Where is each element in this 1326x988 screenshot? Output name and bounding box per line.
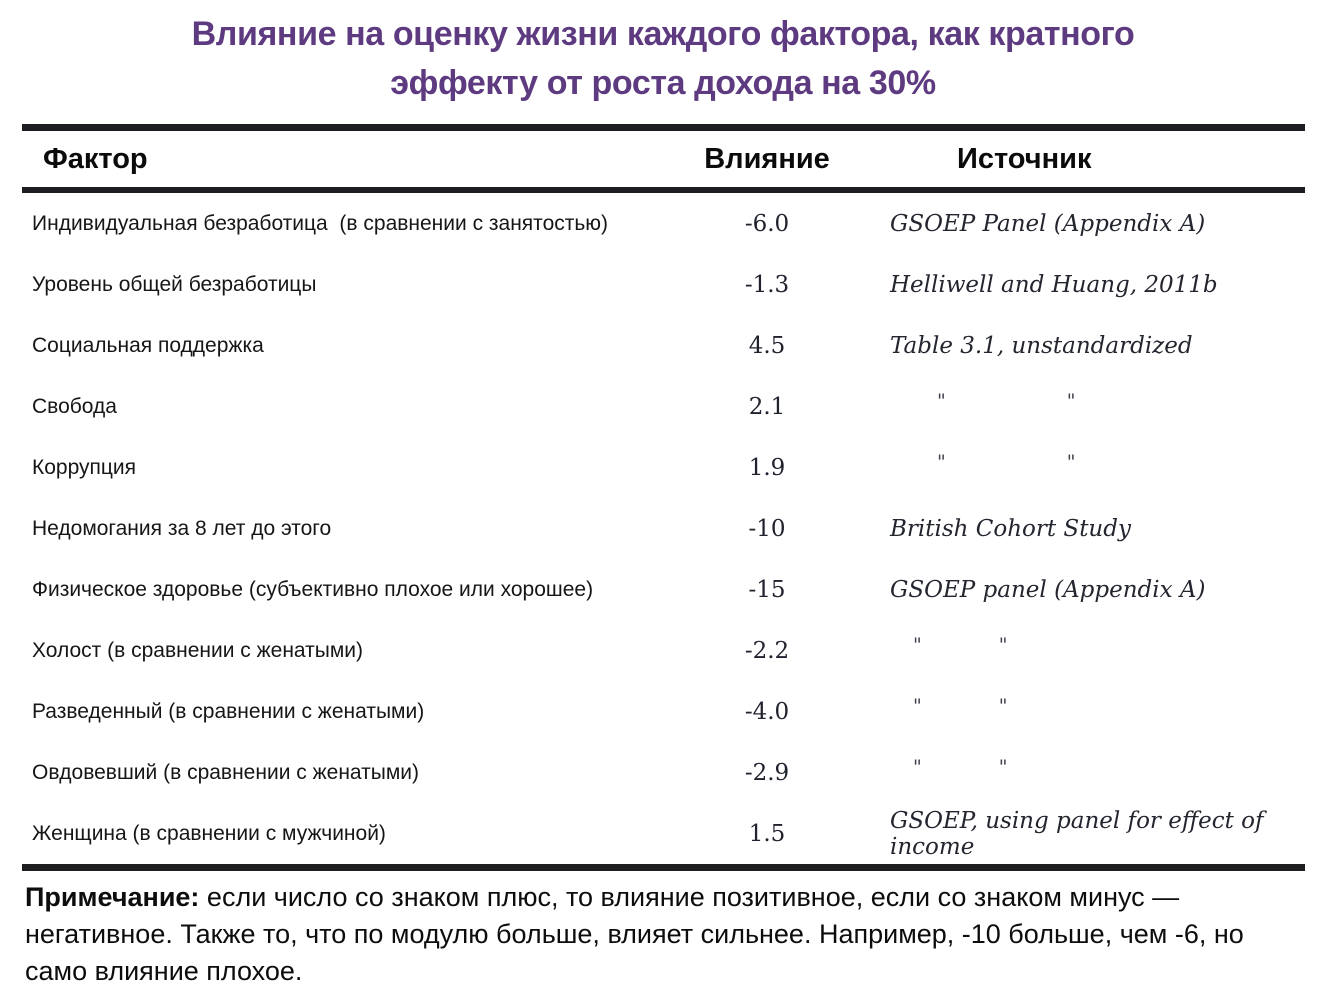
footnote <box>25 879 1286 988</box>
table-row-female <box>22 803 1305 864</box>
source-cell: GSOEP Panel (Appendix A) <box>890 210 1206 237</box>
influence-value: -10 <box>748 515 786 542</box>
table-row-social-support <box>22 315 1305 376</box>
source-cell <box>872 389 1305 420</box>
factor-cell: Женщина (в сравнении с мужчиной) <box>32 821 386 845</box>
table-row-freedom <box>22 376 1305 437</box>
factor-cell: Свобода <box>32 394 117 418</box>
header-factor-label: Фактор <box>43 142 148 175</box>
source-cell <box>872 755 1305 786</box>
footnote-text: если число со знаком плюс, то влияние позитивное, если со знаком минус — негативное. Также то, что по модулю больше, влияет сильнее. Например, -10 больше, чем -6, но само влияние плохое. <box>25 882 1244 986</box>
table-row-corruption <box>22 437 1305 498</box>
factors-table <box>22 124 1305 871</box>
table-row-physical-health <box>22 559 1305 620</box>
influence-value: -2.9 <box>744 759 790 786</box>
footnote-label: Примечание: <box>25 882 200 912</box>
source-cell: GSOEP, using panel for effect of income <box>890 807 1264 860</box>
table-row-ailments <box>22 498 1305 559</box>
table-header-row <box>22 131 1305 187</box>
source-cell: Table 3.1, unstandardized <box>890 332 1193 359</box>
influence-value: 2.1 <box>748 393 786 420</box>
source-cell: GSOEP panel (Appendix A) <box>890 576 1206 603</box>
ditto-mark: " <box>998 694 1008 717</box>
factor-cell: Овдовевший (в сравнении с женатыми) <box>32 760 420 784</box>
influence-value: -4.0 <box>744 698 790 725</box>
ditto-mark: " <box>1066 450 1076 473</box>
influence-value: -1.3 <box>744 271 790 298</box>
page-title-line-1: Влияние на оценку жизни каждого фактора, как кратного <box>191 15 1135 53</box>
source-cell <box>872 450 1305 481</box>
ditto-mark: " <box>913 755 922 778</box>
ditto-mark: " <box>913 633 922 656</box>
page-title <box>30 10 1296 108</box>
influence-value: -2.2 <box>744 637 790 664</box>
table-row-single <box>22 620 1305 681</box>
source-cell: British Cohort Study <box>890 515 1131 542</box>
factor-cell: Недомогания за 8 лет до этого <box>32 516 332 540</box>
table-row-individual-unemployment <box>22 193 1305 254</box>
header-source-label: Источник <box>957 142 1092 175</box>
factor-cell: Разведенный (в сравнении с женатыми) <box>32 699 425 723</box>
influence-value: 4.5 <box>748 332 786 359</box>
table-top-rule <box>22 124 1305 131</box>
ditto-mark: " <box>998 755 1008 778</box>
header-influence-label: Влияние <box>704 142 830 175</box>
influence-value: 1.5 <box>748 820 786 847</box>
table-row-widowed <box>22 742 1305 803</box>
table-row-divorced <box>22 681 1305 742</box>
influence-value: -6.0 <box>744 210 790 237</box>
ditto-mark: " <box>1066 389 1076 412</box>
factor-cell: Уровень общей безработицы <box>32 272 317 296</box>
table-row-general-unemployment <box>22 254 1305 315</box>
table-bottom-rule <box>22 864 1305 871</box>
source-cell <box>872 694 1305 725</box>
ditto-mark: " <box>937 389 946 412</box>
factor-cell: Индивидуальная безработица (в сравнении с занятостью) <box>32 211 609 235</box>
ditto-mark: " <box>998 633 1008 656</box>
influence-value: 1.9 <box>748 454 786 481</box>
source-cell: Helliwell and Huang, 2011b <box>890 271 1218 298</box>
factor-cell: Физическое здоровье (субъективно плохое или хорошее) <box>32 577 594 601</box>
factor-cell: Холост (в сравнении с женатыми) <box>32 638 364 662</box>
source-cell <box>872 633 1305 664</box>
ditto-mark: " <box>913 694 922 717</box>
page-title-line-2: эффекту от роста дохода на 30% <box>390 64 936 102</box>
influence-value: -15 <box>748 576 786 603</box>
ditto-mark: " <box>937 450 946 473</box>
factor-cell: Социальная поддержка <box>32 333 264 357</box>
factor-cell: Коррупция <box>32 455 137 479</box>
